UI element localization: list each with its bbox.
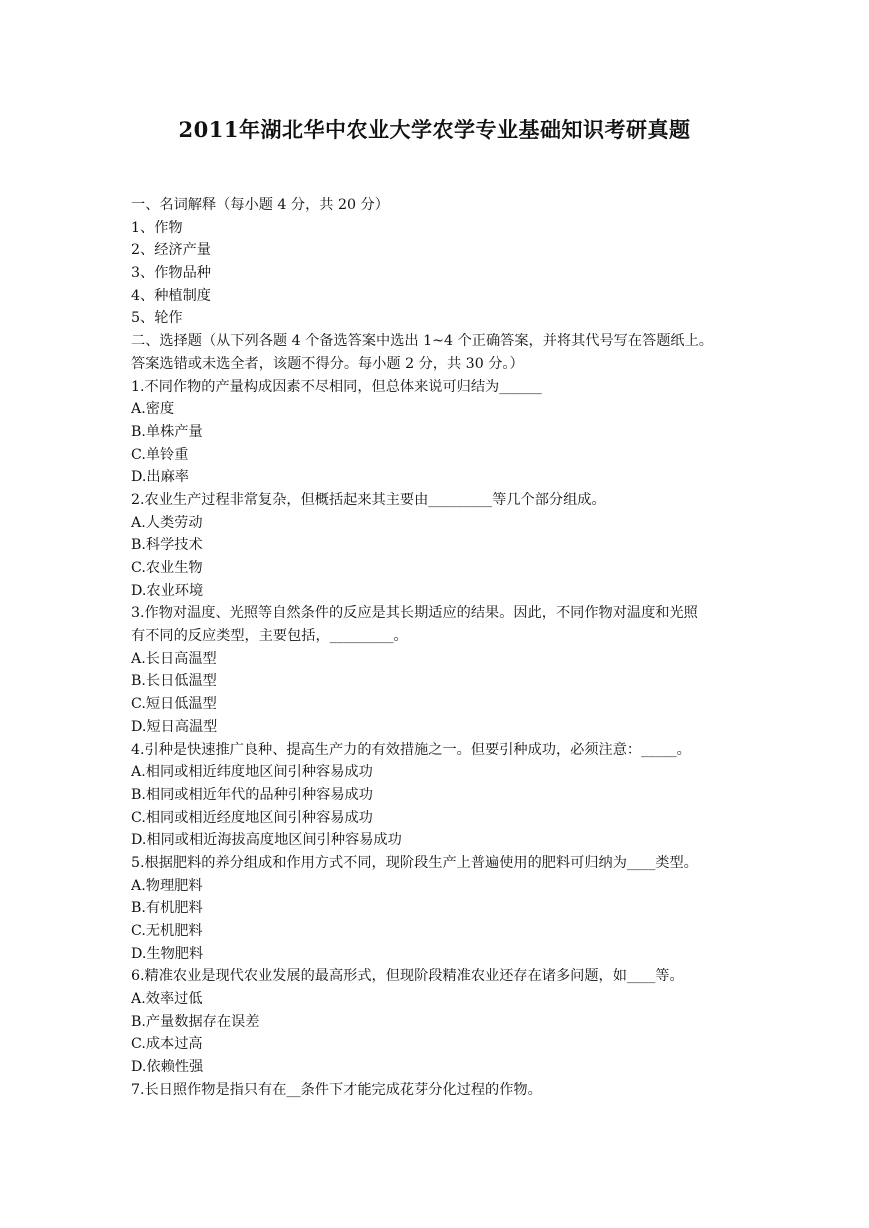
- text-line: 答案选错或未选全者，该题不得分。每小题 2 分，共 30 分。）: [131, 355, 524, 372]
- text-line: B.单株产量: [131, 423, 203, 440]
- document-body: [131, 194, 741, 1102]
- text-line: B.有机肥料: [131, 900, 203, 917]
- text-line: B.相同或相近年代的品种引种容易成功: [131, 786, 373, 803]
- text-line: 2、经济产量: [131, 242, 211, 259]
- text-line: 1.不同作物的产量构成因素不尽相同，但总体来说可归结为______: [131, 378, 542, 395]
- text-line: D.出麻率: [131, 469, 189, 486]
- text-line: A.密度: [131, 401, 175, 418]
- text-line: 2.农业生产过程非常复杂，但概括起来其主要由_________等几个部分组成。: [131, 491, 606, 508]
- text-line: A.效率过低: [131, 991, 203, 1008]
- text-line: 4、种植制度: [131, 287, 211, 304]
- text-line: 1、作物: [131, 219, 183, 236]
- text-line: 一、名词解释（每小题 4 分，共 20 分）: [131, 197, 389, 213]
- text-line: 3.作物对温度、光照等自然条件的反应是其长期适应的结果。因此，不同作物对温度和光照: [131, 605, 698, 622]
- text-line: 7.长日照作物是指只有在__条件下才能完成花芽分化过程的作物。: [131, 1081, 542, 1098]
- text-line: D.生物肥料: [131, 945, 204, 962]
- document-title: 2011年湖北华中农业大学农学专业基础知识考研真题: [178, 117, 691, 142]
- text-line: 5.根据肥料的养分组成和作用方式不同，现阶段生产上普遍使用的肥料可归纳为____类型。: [131, 854, 698, 871]
- text-line: A.长日高温型: [131, 650, 217, 667]
- text-line: C.无机肥料: [131, 923, 203, 939]
- text-line: 4.引种是快速推广良种、提高生产力的有效措施之一。但要引种成功，必须注意：_____。: [131, 741, 691, 758]
- text-line: A.人类劳动: [131, 514, 203, 531]
- text-line: 3、作物品种: [131, 265, 211, 282]
- text-line: C.短日低温型: [131, 696, 217, 713]
- text-line: C.成本过高: [131, 1036, 203, 1053]
- text-line: D.相同或相近海拔高度地区间引种容易成功: [131, 832, 402, 849]
- text-line: B.长日低温型: [131, 673, 217, 690]
- text-line: B.科学技术: [131, 537, 203, 554]
- text-line: D.依赖性强: [131, 1059, 204, 1076]
- text-line: D.短日高温型: [131, 718, 218, 735]
- text-line: C.农业生物: [131, 560, 203, 576]
- text-line: C.相同或相近经度地区间引种容易成功: [131, 809, 373, 826]
- text-line: A.物理肥料: [131, 877, 203, 894]
- text-line: 有不同的反应类型，主要包括，_________。: [131, 628, 408, 645]
- text-line: B.产量数据存在误差: [131, 1013, 260, 1030]
- text-line: 5、轮作: [131, 310, 183, 327]
- text-line: C.单铃重: [131, 446, 189, 463]
- text-line: D.农业环境: [131, 582, 204, 599]
- text-line: 6.精准农业是现代农业发展的最高形式，但现阶段精准农业还存在诸多问题，如____等。: [131, 968, 684, 985]
- text-line: A.相同或相近纬度地区间引种容易成功: [131, 764, 373, 781]
- text-line: 二、选择题（从下列各题 4 个备选答案中选出 1~4 个正确答案，并将其代号写在答题纸上。: [131, 333, 713, 350]
